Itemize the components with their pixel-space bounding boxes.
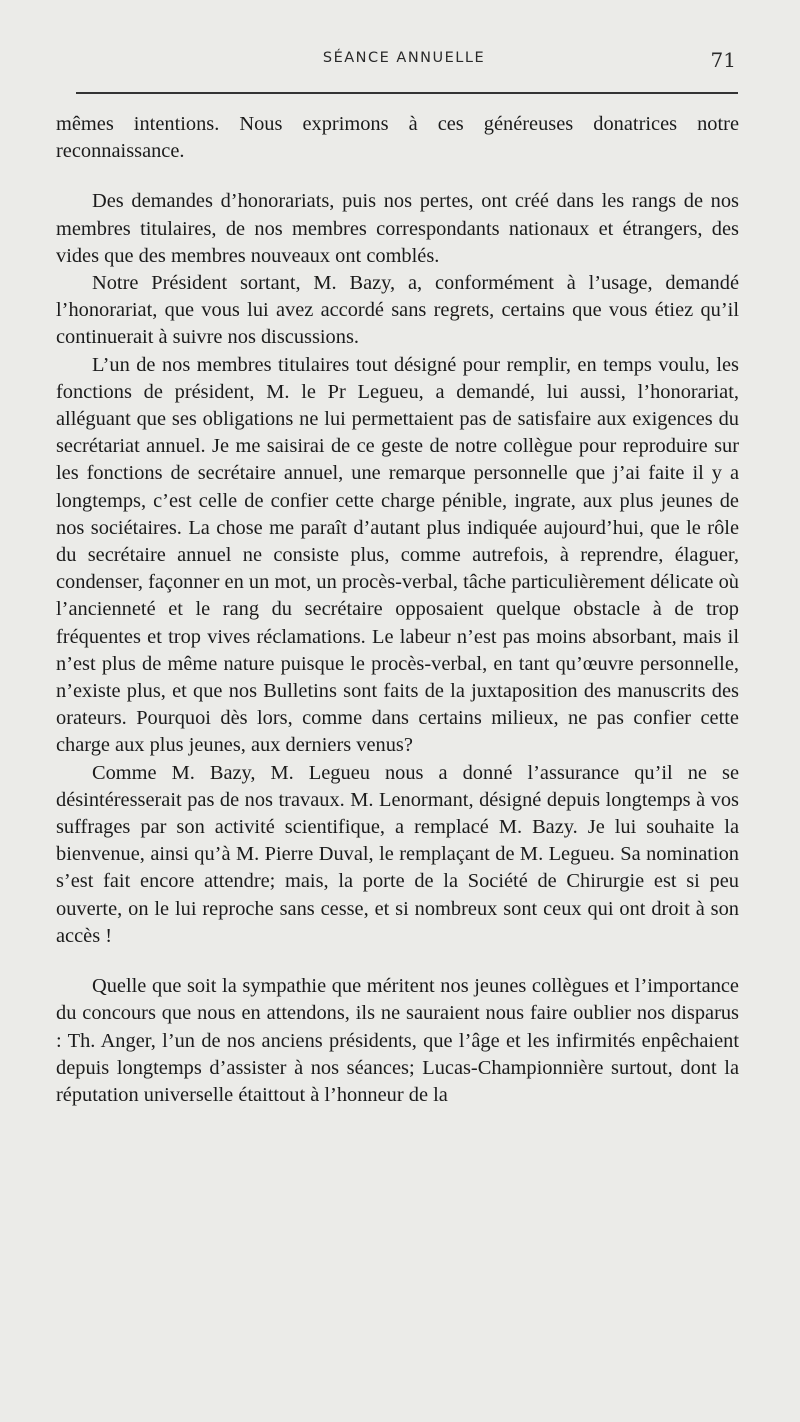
paragraph-continuation: mêmes intentions. Nous exprimons à ces généreuses donatrices notre reconnaissance. (56, 113, 739, 163)
paragraph: Notre Président sortant, M. Bazy, a, conformément à l’usage, demandé l’honorariat, que vous lui avez accordé sans regrets, certains que vous étiez qu’il continuerait à suivre nos discussions. (56, 272, 739, 349)
paragraph: Quelle que soit la sympathie que méritent nos jeunes collègues et l’importance du concours que nous en attendons, ils ne sauraient nous faire oublier nos disparus : Th. Anger, l’un de nos anciens présidents, que l’âge et les infirmités enpêchaient depuis longtemps d’assister à nos séances; Lucas-Championnière surtout, dont la réputation universelle étaittout à l’honneur de la (56, 975, 739, 1106)
body-text (56, 111, 739, 1109)
paragraph: Comme M. Bazy, M. Legueu nous a donné l’assurance qu’il ne se désintéresserait pas de nos travaux. M. Lenormant, désigné depuis longtemps à vos suffrages par son activité scientifique, a remplacé M. Bazy. Je lui souhaite la bienvenue, ainsi qu’à M. Pierre Duval, le remplaçant de M. Legueu. Sa nomination s’est fait encore attendre; mais, la porte de la Société de Chirurgie est si peu ouverte, on le lui reproche sans cesse, et si nombreux sont ceux qui ont droit à son accès ! (56, 761, 739, 947)
running-title: SÉANCE ANNUELLE (322, 50, 486, 66)
paragraph: Des demandes d’honorariats, puis nos pertes, ont créé dans les rangs de nos membres titulaires, de nos membres correspondants nationaux et étrangers, des vides que des membres nouveaux ont comblés. (56, 190, 739, 267)
page-number: 71 (710, 48, 736, 72)
paragraph: L’un de nos membres titulaires tout désigné pour remplir, en temps voulu, les fonctions de président, M. le Pr Legueu, a demandé, lui aussi, l’honorariat, alléguant que ses obligations ne lui permettaient pas de satisfaire aux exigences du secrétariat annuel. Je me saisirai de ce geste de notre collègue pour reproduire sur les fonctions de secrétaire annuel, une remarque personnelle que j’ai faite il y a longtemps, c’est celle de confier cette charge pénible, ingrate, aux plus jeunes de nos sociétaires. La chose me paraît d’autant plus indiquée aujourd’hui, que le rôle du secrétaire annuel ne consiste plus, comme autrefois, à reprendre, élaguer, condenser, façonner en un mot, un procès-verbal, tâche particulièrement délicate où l’ancienneté et le rang du secrétaire opposaient quelque obstacle à de trop fréquentes et trop vives réclamations. Le labeur n’est pas moins absorbant, mais il n’est plus de même nature puisque le procès-verbal, en tant qu’œuvre personnelle, n’existe plus, et que nos Bulletins sont faits de la juxtaposition des manuscrits des orateurs. Pourquoi dès lors, comme dans certains milieux, ne pas confier cette charge aux plus jeunes, aux derniers venus? (56, 353, 739, 757)
running-head (70, 50, 738, 74)
header-rule (76, 92, 738, 94)
